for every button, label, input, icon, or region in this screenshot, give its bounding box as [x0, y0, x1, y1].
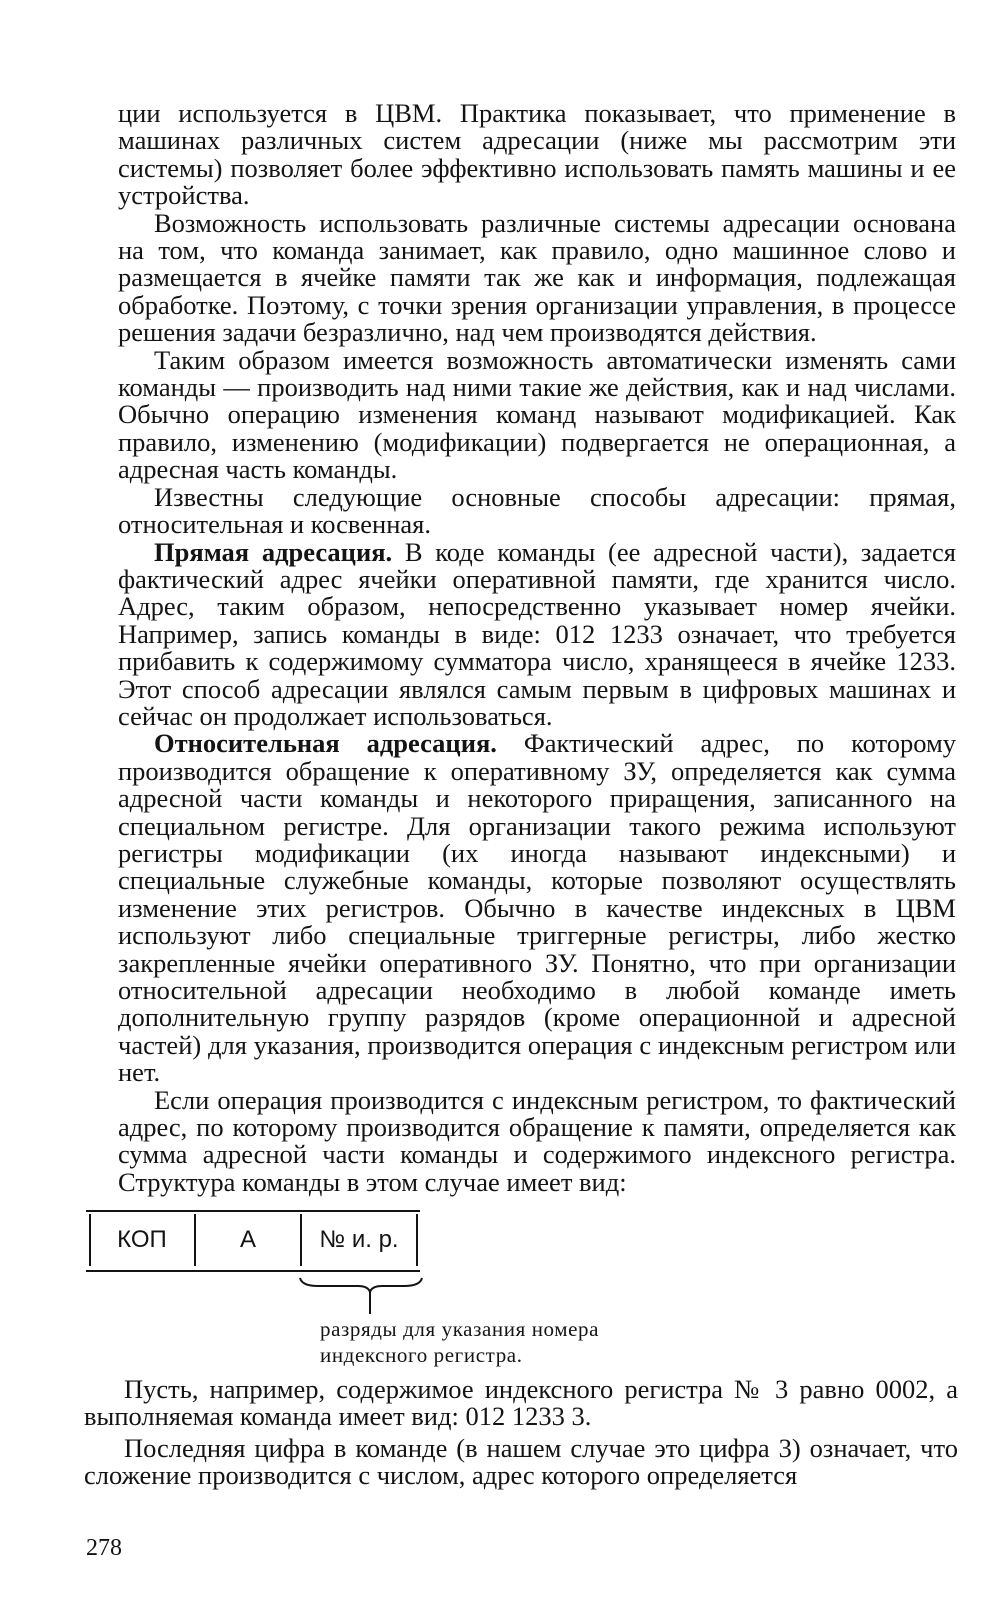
paragraph-addressing-methods: Известны следующие основные способы адресации: прямая, относительная и косвенная. [118, 481, 956, 540]
paragraph-last-digit: Последняя цифра в команде (в нашем случае это цифра 3) означает, что сложение производится с числом, адрес которого определяется [84, 1432, 958, 1491]
body-text-top [118, 100, 956, 1196]
heading-relative-addressing: Относительная адресация. [154, 728, 497, 759]
direct-addressing-text: В коде команды (ее адресной части), задается фактический адрес ячейки оперативной памяти, где хранится число. Адрес, таким образом, непосредственно указывает номер ячейки. Например, запись команды в виде: 012 1233 означает, что требуется прибавить к содержимому сумматора число, хранящееся в ячейке 1233. Этот способ адресации являлся самым первым в цифровых машинах и сейчас он продолжает использоваться. [118, 536, 956, 731]
body-text-bottom [84, 1376, 958, 1490]
paragraph-example: Пусть, например, содержимое индексного регистра № 3 равно 0002, а выполняемая команда имеет вид: 012 1233 3. [84, 1374, 958, 1432]
annotation-line-1: разряды для указания номера [320, 1317, 600, 1341]
heading-direct-addressing: Прямая адресация. [154, 536, 393, 567]
bracket-annotation [320, 1316, 680, 1368]
diagram-top-rule [86, 1210, 420, 1212]
paragraph-addressing-basis: Возможность использовать различные системы адресации основана на том, что команда занимает, как правило, одно машинное слово и размещается в ячейке памяти так же как и информация, подлежащая обработке. Поэтому, с точки зрения организации управления, в процессе решения задачи безразлично, над чем производятся действия. [118, 207, 956, 348]
field-opcode: КОП [117, 1226, 167, 1253]
bracket-underbrace [298, 1276, 424, 1316]
page-number: 278 [86, 1535, 122, 1561]
paragraph-modification: Таким образом имеется возможность автоматически изменять сами команды — производить над ними такие же действия, как и над числами. Обычно операцию изменения команд называют модификацией. Как правило, изменению (модификации) подвергается не операционная, а адресная часть команды. [118, 344, 956, 485]
diagram-bottom-rule [86, 1270, 420, 1272]
annotation-line-2: индексного регистра. [320, 1343, 523, 1367]
diagram-right-border [416, 1214, 418, 1266]
paragraph-index-register: Если операция производится с индексным регистром, то фактический адрес, по которому производится обращение к памяти, определяется как сумма адресной части команды и содержимого индексного регистра. Структура команды в этом случае имеет вид: [118, 1084, 956, 1197]
paragraph-relative-addressing [118, 730, 956, 1086]
field-address: А [239, 1226, 256, 1253]
relative-addressing-text: Фактический адрес, по которому производится обращение к оперативному ЗУ, определяется как сумма адресной части команды и некоторого приращения, записанного на специальном регистре. Для организации такого режима используют регистры модификации (их иногда называют индексными) и специальные служебные команды, которые позволяют осуществлять изменение этих регистров. Обычно в качестве индексных в ЦВМ используют либо специальные триггерные регистры, либо жестко закрепленные ячейки оперативного ЗУ. Понятно, что при организации относительной адресации необходимо в любой команде иметь дополнительную группу разрядов (кроме операционной и адресной частей) для указания, производится операция с индексным регистром или нет. [118, 728, 957, 1088]
paragraph-direct-addressing [118, 536, 956, 731]
command-structure-diagram [86, 1210, 420, 1274]
field-index-register: № и. р. [319, 1226, 399, 1253]
paragraph-continuation: ции используется в ЦВМ. Практика показывает, что применение в машинах различных систем адресации (ниже мы рассмотрим эти системы) позволяет более эффективно использовать память машины и ее устройства. [118, 98, 956, 211]
